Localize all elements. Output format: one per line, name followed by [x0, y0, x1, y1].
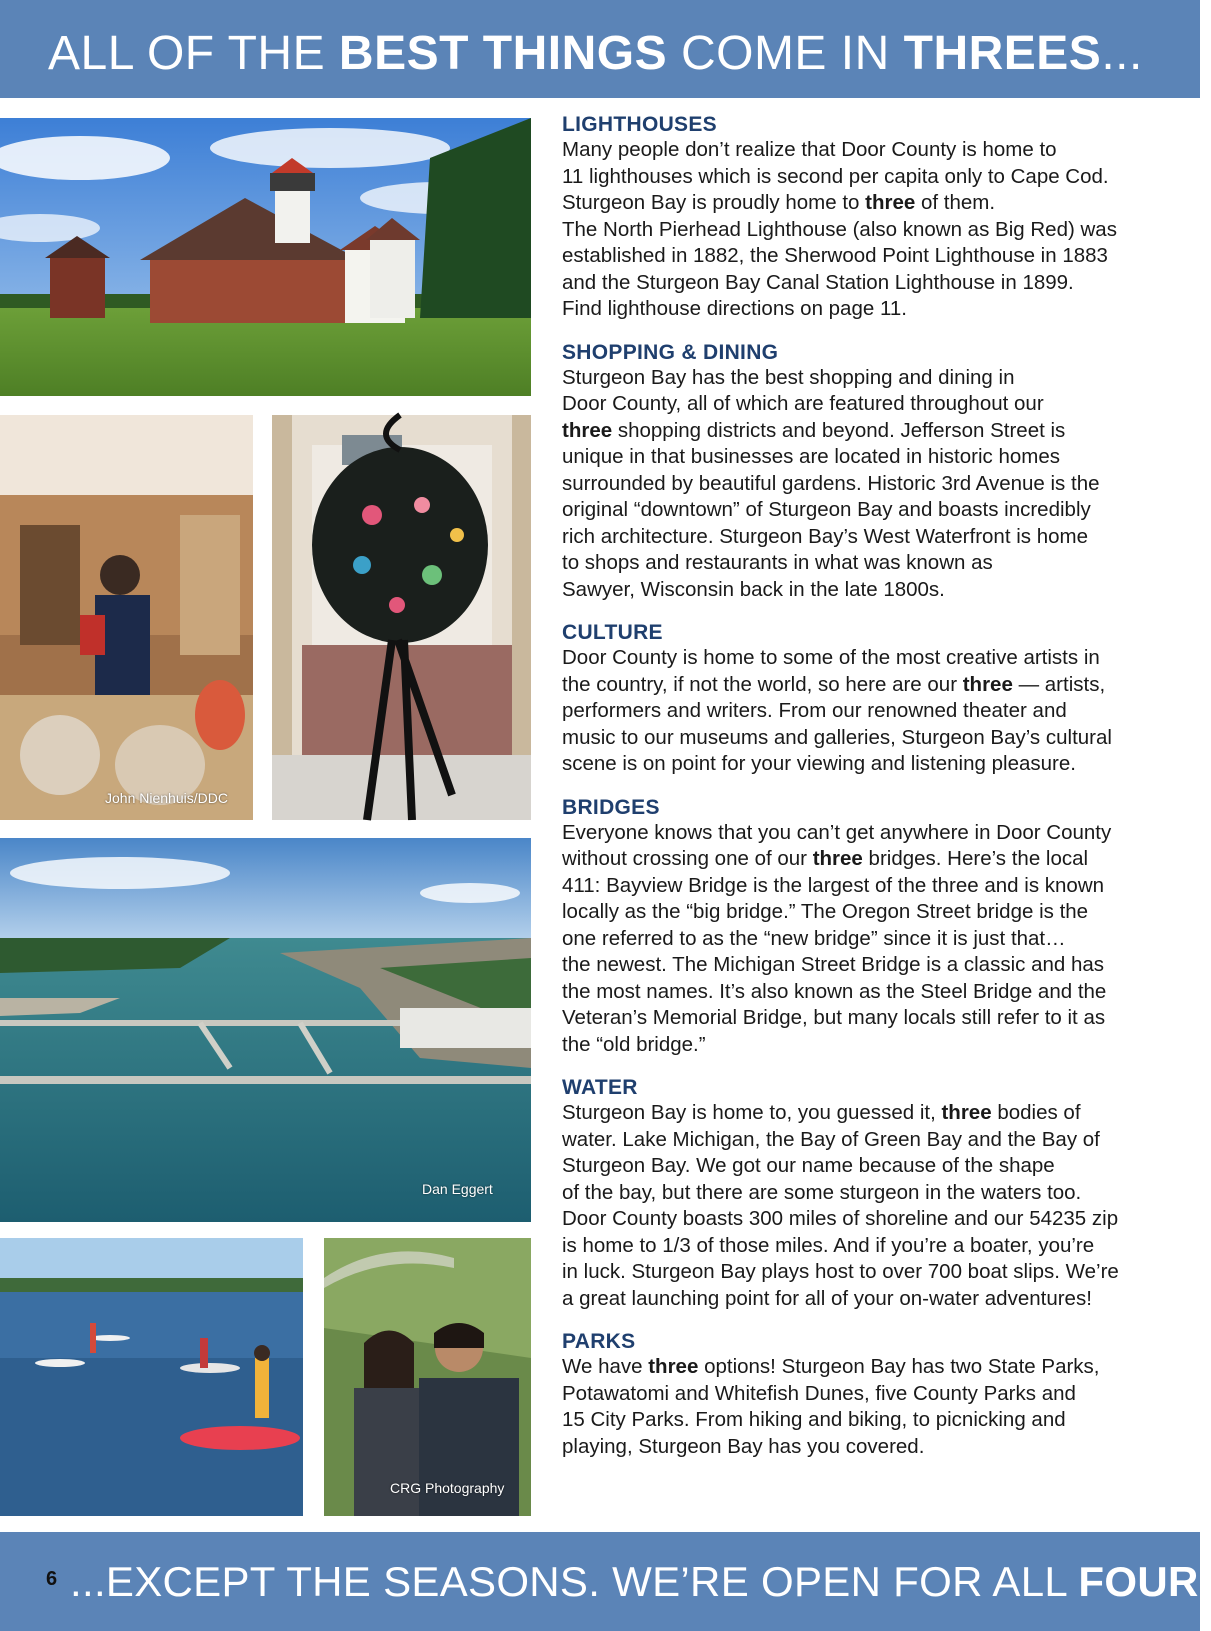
shop-illustration	[0, 415, 253, 820]
section-title: SHOPPING & DINING	[562, 340, 779, 364]
section-title: WATER	[562, 1076, 638, 1099]
page-headline	[48, 26, 1143, 81]
lighthouse-illustration	[0, 118, 531, 396]
headline-text-3: ...	[1101, 27, 1143, 80]
headline-bold-2: THREES	[903, 27, 1102, 80]
section-bridges	[562, 795, 1142, 1059]
sculpture-photo	[272, 415, 531, 820]
tagline-text: ...EXCEPT THE SEASONS. WE’RE OPEN FOR ALL	[70, 1558, 1079, 1605]
section-title: LIGHTHOUSES	[562, 113, 717, 136]
section-title: CULTURE	[562, 621, 663, 644]
body-bold: three	[962, 672, 1013, 696]
paddleboard-illustration	[0, 1238, 303, 1516]
page-number: 6	[46, 1568, 58, 1590]
tagline-text-end: .	[1198, 1558, 1211, 1605]
body-text: Everyone knows that you can’t get anywhere in Door County without crossing one of our	[562, 820, 1112, 870]
section-body	[562, 1100, 1142, 1312]
body-text: bodies of water. Lake Michigan, the Bay of Green Bay and the Bay of Sturgeon Bay. We got our name because of the shape of the bay, but there are some sturgeon in the waters too. Door County boasts 300 miles of shoreline and our 54235 zip is home to 1/3 of those miles. And if you’re a boater, you’re in luck. Sturgeon Bay plays host to over 700 boat slips. We’re a great launching point for all of your on-water adventures!	[562, 1101, 1119, 1310]
section-title: BRIDGES	[562, 795, 660, 819]
sculpture-illustration	[272, 415, 531, 820]
footer-tagline	[70, 1558, 1211, 1606]
section-body	[562, 820, 1142, 1059]
headline-text-1: ALL OF THE	[48, 27, 339, 80]
header-banner	[0, 0, 1200, 98]
headline-text-2: COME IN	[667, 27, 904, 80]
body-text: shopping districts and beyond. Jefferson Street is unique in that businesses are located in historic homes surrounded by beautiful gardens. Historic 3rd Avenue is the original “downtown” of Sturgeon Bay and boasts incredibly rich architecture. Sturgeon Bay’s West Waterfront is home to shops and restaurants in what was known as Sawyer, Wisconsin back in the late 1800s.	[562, 418, 1100, 601]
couple-illustration	[324, 1238, 531, 1516]
tagline-bold: FOUR	[1078, 1558, 1199, 1605]
headline-bold-1: BEST THINGS	[338, 27, 668, 80]
photo-credit-couple: CRG Photography	[390, 1480, 505, 1496]
section-shopping-dining	[562, 340, 1142, 604]
body-bold: three	[941, 1101, 992, 1124]
section-water	[562, 1075, 1142, 1312]
section-title: PARKS	[562, 1330, 636, 1353]
photo-credit-shop: John Nienhuis/DDC	[105, 790, 228, 806]
section-parks	[562, 1329, 1142, 1460]
body-text: Many people don’t realize that Door County is home to 11 lighthouses which is second per capita only to Cape Cod. Sturgeon Bay is proudly home to	[562, 138, 1109, 214]
couple-photo	[324, 1238, 531, 1516]
bridges-illustration	[0, 838, 531, 1222]
bridges-photo	[0, 838, 531, 1222]
body-bold: three	[865, 191, 916, 214]
article-column	[562, 112, 1142, 1477]
body-bold: three	[648, 1355, 699, 1378]
body-text: Sturgeon Bay has the best shopping and dining in Door County, all of which are featured throughout our	[562, 365, 1044, 415]
body-text: We have	[562, 1355, 649, 1378]
body-text: bridges. Here’s the local 411: Bayview Bridge is the largest of the three and is known locally as the “big bridge.” The Oregon Street bridge is the one referred to as the “new bridge” since it is just that… the newest. The Michigan Street Bridge is a classic and has the most names. It’s also known as the Steel Bridge and the Veteran’s Memorial Bridge, but many locals still refer to it as the “old bridge.”	[562, 847, 1107, 1056]
section-body	[562, 365, 1142, 604]
section-body	[562, 137, 1142, 323]
paddleboard-photo	[0, 1238, 303, 1516]
body-text: options! Sturgeon Bay has two State Parks, Potawatomi and Whitefish Dunes, five County Parks and 15 City Parks. From hiking and biking, to picnicking and playing, Sturgeon Bay has you covered.	[562, 1355, 1100, 1458]
body-text: Sturgeon Bay is home to, you guessed it,	[562, 1101, 942, 1124]
lighthouse-photo	[0, 118, 531, 396]
photo-credit-bridges: Dan Eggert	[422, 1181, 493, 1197]
body-text: of them. The North Pierhead Lighthouse (also known as Big Red) was established in 1882, the Sherwood Point Lighthouse in 1883 and the Sturgeon Bay Canal Station Lighthouse in 1899. Find lighthouse directions on page 11.	[562, 191, 1117, 320]
footer-banner	[0, 1532, 1211, 1631]
body-text: — artists, performers and writers. From our renowned theater and music to our museums and galleries, Sturgeon Bay’s cultural scene is on point for your viewing and listening pleasure.	[562, 672, 1112, 775]
section-culture	[562, 620, 1142, 778]
section-body	[562, 645, 1142, 778]
body-text: Door County is home to some of the most creative artists in the country, if not the world, so here are our	[562, 646, 1100, 696]
body-bold: three	[812, 847, 863, 870]
body-bold: three	[562, 418, 613, 442]
section-lighthouses	[562, 112, 1142, 323]
shop-photo	[0, 415, 253, 820]
section-body	[562, 1354, 1142, 1460]
